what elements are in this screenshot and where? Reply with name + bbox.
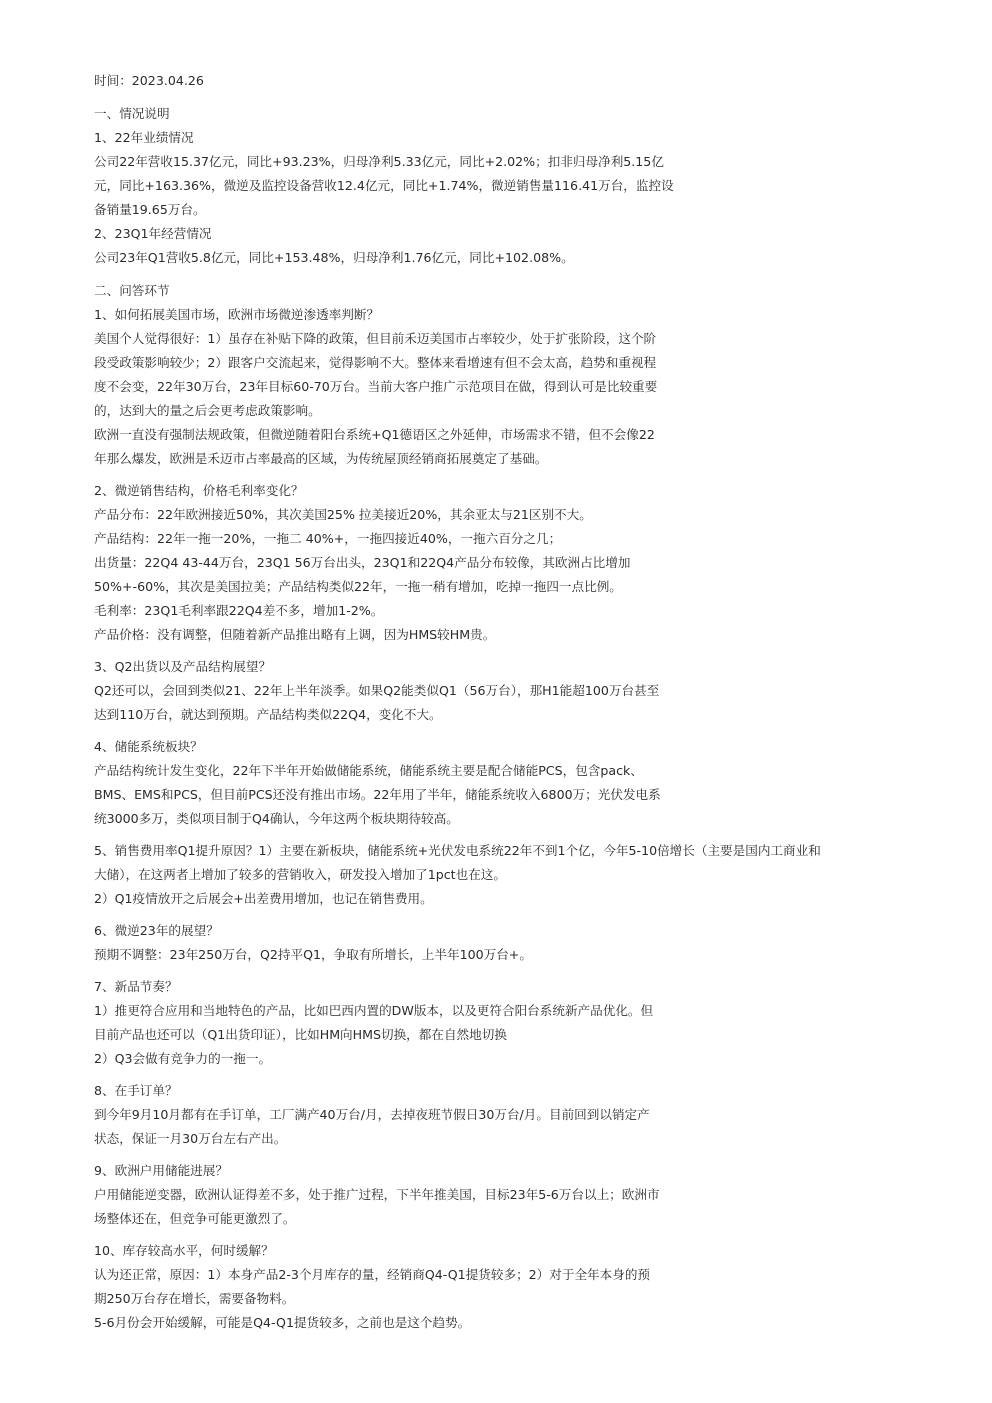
answer-line: 1）推更符合应用和当地特色的产品，比如巴西内置的DW版本，以及更符合阳台系统新产品优化。但: [94, 1003, 654, 1018]
paragraph-line: 备销量19.65万台。: [94, 202, 206, 217]
question-heading: 2、微逆销售结构，价格毛利率变化？: [94, 483, 304, 498]
answer-line: 毛利率：23Q1毛利率跟22Q4差不多，增加1-2%。: [94, 603, 384, 618]
answer-line: Q2还可以，会回到类似21、22年上半年淡季。如果Q2能类似Q1（56万台），那H1能超100万台甚至: [94, 683, 660, 698]
answer-line: 段受政策影响较少；2）跟客户交流起来，觉得影响不大。整体来看增速有但不会太高，趋势和重视程: [94, 355, 657, 370]
section-1-sub-2-heading: 2、23Q1年经营情况: [94, 226, 212, 241]
answer-line: 年那么爆发，欧洲是禾迈市占率最高的区域，为传统屋顶经销商拓展奠定了基础。: [94, 451, 548, 466]
answer-line: 目前产品也还可以（Q1出货印证），比如HM向HMS切换，都在自然地切换: [94, 1027, 507, 1042]
answer-line: 5-6月份会开始缓解，可能是Q4-Q1提货较多，之前也是这个趋势。: [94, 1315, 471, 1330]
question-heading: 7、新品节奏？: [94, 979, 178, 994]
answer-line: 2）Q3会做有竞争力的一拖一。: [94, 1051, 272, 1066]
paragraph-line: 元，同比+163.36%，微逆及监控设备营收12.4亿元，同比+1.74%，微逆销售量116.41万台，监控设: [94, 178, 674, 193]
answer-line: 欧洲一直没有强制法规政策，但微逆随着阳台系统+Q1德语区之外延伸，市场需求不错，但不会像22: [94, 427, 655, 442]
answer-line: 的，达到大的量之后会更考虑政策影响。: [94, 403, 321, 418]
paragraph-line: 公司23年Q1营收5.8亿元，同比+153.48%，归母净利1.76亿元，同比+102.08%。: [94, 250, 574, 265]
question-heading: 5、销售费用率Q1提升原因？1）主要在新板块，储能系统+光伏发电系统22年不到1个亿，今年5-10倍增长（主要是国内工商业和: [94, 843, 821, 858]
answer-line: 统3000多万，类似项目制于Q4确认，今年这两个板块期待较高。: [94, 811, 459, 826]
question-heading: 10、库存较高水平，何时缓解？: [94, 1243, 274, 1258]
answer-line: 2）Q1疫情放开之后展会+出差费用增加，也记在销售费用。: [94, 891, 433, 906]
section-1-sub-1-heading: 1、22年业绩情况: [94, 130, 194, 145]
question-heading: 6、微逆23年的展望？: [94, 923, 219, 938]
answer-line: 预期不调整：23年250万台，Q2持平Q1，争取有所增长，上半年100万台+。: [94, 947, 532, 962]
answer-line: 产品结构：22年一拖一20%，一拖二 40%+，一拖四接近40%，一拖六百分之几；: [94, 531, 562, 546]
meeting-time: 时间：2023.04.26: [94, 73, 204, 88]
answer-line: 产品价格：没有调整，但随着新产品推出略有上调，因为HMS较HM贵。: [94, 627, 496, 642]
question-heading: 4、储能系统板块？: [94, 739, 203, 754]
answer-line: 美国个人觉得很好：1）虽存在补贴下降的政策，但目前禾迈美国市占率较少，处于扩张阶段，这个阶: [94, 331, 657, 346]
document-page: [94, 69, 894, 1335]
question-heading: 1、如何拓展美国市场，欧洲市场微逆渗透率判断？: [94, 307, 380, 322]
answer-line: 出货量：22Q4 43-44万台，23Q1 56万台出头，23Q1和22Q4产品分布较像，其欧洲占比增加: [94, 555, 631, 570]
question-heading: 9、欧洲户用储能进展？: [94, 1163, 228, 1178]
answer-line: 场整体还在，但竞争可能更激烈了。: [94, 1211, 296, 1226]
answer-line: BMS、EMS和PCS，但目前PCS还没有推出市场。22年用了半年，储能系统收入6800万；光伏发电系: [94, 787, 661, 802]
section-1-title: 一、情况说明: [94, 106, 170, 121]
question-heading: 3、Q2出货以及产品结构展望？: [94, 659, 272, 674]
answer-line: 度不会变，22年30万台，23年目标60-70万台。当前大客户推广示范项目在做，得到认可是比较重要: [94, 379, 658, 394]
answer-line: 大储），在这两者上增加了较多的营销收入，研发投入增加了1pct也在这。: [94, 867, 506, 882]
answer-line: 期250万台存在增长，需要备物料。: [94, 1291, 295, 1306]
section-2-title: 二、问答环节: [94, 283, 170, 298]
answer-line: 达到110万台，就达到预期。产品结构类似22Q4，变化不大。: [94, 707, 442, 722]
answer-line: 产品结构统计发生变化，22年下半年开始做储能系统，储能系统主要是配合储能PCS，包含pack、: [94, 763, 643, 778]
answer-line: 50%+-60%，其次是美国拉美；产品结构类似22年，一拖一稍有增加，吃掉一拖四一点比例。: [94, 579, 622, 594]
answer-line: 认为还正常，原因：1）本身产品2-3个月库存的量，经销商Q4-Q1提货较多；2）对于全年本身的预: [94, 1267, 651, 1282]
answer-line: 产品分布：22年欧洲接近50%，其次美国25% 拉美接近20%，其余亚太与21区别不大。: [94, 507, 592, 522]
answer-line: 到今年9月10月都有在手订单，工厂满产40万台/月，去掉夜班节假日30万台/月。目前回到以销定产: [94, 1107, 650, 1122]
answer-line: 户用储能逆变器，欧洲认证得差不多，处于推广过程，下半年推美国，目标23年5-6万台以上；欧洲市: [94, 1187, 660, 1202]
question-heading: 8、在手订单？: [94, 1083, 178, 1098]
answer-line: 状态，保证一月30万台左右产出。: [94, 1131, 287, 1146]
paragraph-line: 公司22年营收15.37亿元，同比+93.23%，归母净利5.33亿元，同比+2.02%；扣非归母净利5.15亿: [94, 154, 664, 169]
